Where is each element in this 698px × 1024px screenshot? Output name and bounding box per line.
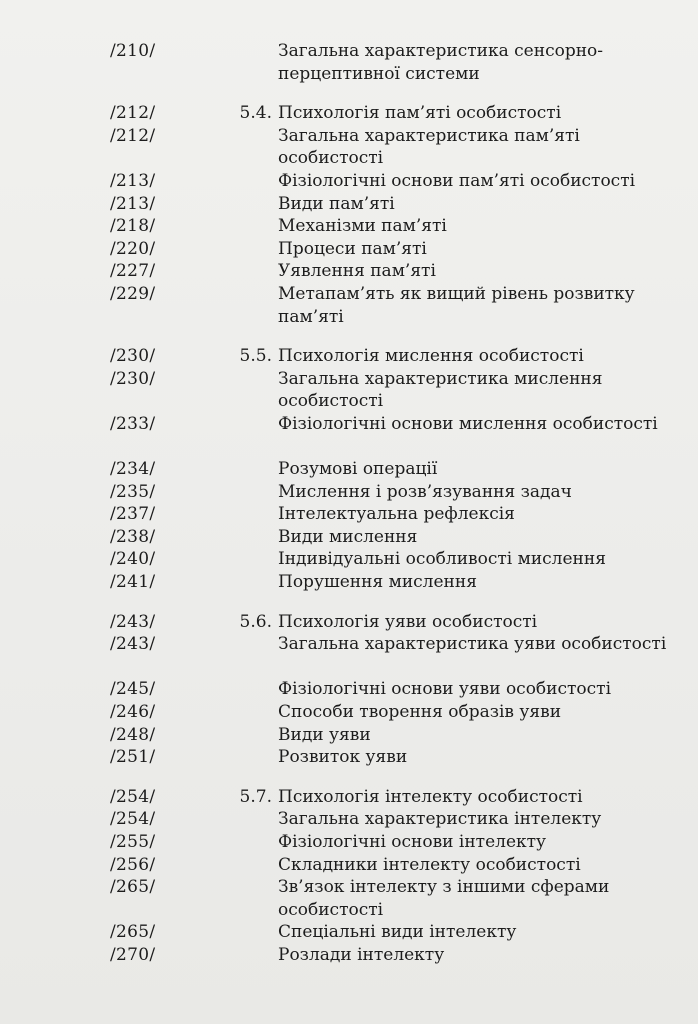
toc-entry [0, 831, 698, 854]
toc-page-number: /234/ [110, 459, 156, 480]
toc-section [0, 345, 698, 594]
toc-entry [0, 724, 698, 747]
toc-section [0, 40, 698, 85]
toc-section-title: Психологія уяви особистості [278, 611, 538, 632]
toc-entry [0, 170, 698, 193]
toc-page-number: /237/ [110, 504, 156, 525]
toc-entry [0, 260, 698, 283]
toc-entry [0, 368, 698, 413]
toc-page-number: /248/ [110, 724, 156, 745]
toc-page-number: /230/ [110, 346, 156, 367]
toc-entry [0, 458, 698, 481]
toc-entry [0, 746, 698, 769]
toc-page-number: /254/ [110, 786, 156, 807]
toc-page-number: /212/ [110, 125, 156, 146]
toc-page-number: /254/ [110, 809, 156, 830]
toc-entry-title: Фізіологічні основи мислення особистості [278, 413, 658, 434]
toc-page-number: /243/ [110, 611, 156, 632]
toc-page-number: /220/ [110, 238, 156, 259]
toc-entry [0, 701, 698, 724]
toc-entry-title: Загальна характеристика інтелекту [278, 809, 602, 830]
toc-section-title: Психологія інтелекту особистості [278, 786, 583, 807]
toc-entry-title: Індивідуальні особливості мислення [278, 549, 606, 570]
toc-entry-title: Види мислення [278, 526, 418, 547]
toc-entry [0, 921, 698, 944]
toc-entry-title: Фізіологічні основи пам’яті особистості [278, 170, 636, 191]
toc-entry [0, 125, 698, 170]
toc-entry [0, 548, 698, 571]
toc-entry [0, 876, 698, 921]
toc-entry [0, 944, 698, 967]
toc-entry-title: Інтелектуальна рефлексія [278, 504, 515, 525]
toc-page-number: /229/ [110, 283, 156, 304]
toc-entry-title: Фізіологічні основи інтелекту [278, 832, 547, 852]
toc-entry-title: Фізіологічні основи уяви особистості [278, 679, 612, 700]
toc-page-number: /245/ [110, 679, 156, 700]
toc-page-number: /210/ [110, 41, 156, 61]
toc-entry-title: Загальна характеристика сенсорно-перцептивної системи [278, 41, 604, 84]
toc-page-number: /240/ [110, 549, 156, 570]
toc-entry [0, 345, 698, 368]
toc-entry-title: Способи творення образів уяви [278, 702, 562, 723]
toc-page-number: /218/ [110, 216, 156, 237]
toc-entry [0, 413, 698, 458]
toc-section [0, 102, 698, 328]
toc-entry-title: Розумові операції [278, 459, 438, 480]
toc-entry [0, 611, 698, 634]
toc-entry [0, 481, 698, 504]
toc-entry [0, 633, 698, 678]
toc-entry-title: Складники інтелекту особистості [278, 854, 581, 875]
toc-entry [0, 808, 698, 831]
toc-entry-title: Загальна характеристика мислення особистості [278, 368, 603, 412]
toc-entry-title: Розлади інтелекту [278, 944, 445, 965]
toc-page-number: /243/ [110, 634, 156, 655]
toc-page-number: /238/ [110, 526, 156, 547]
toc-entry [0, 571, 698, 594]
toc-entry-title: Метапам’ять як вищий рівень розвитку пам’яті [278, 283, 635, 327]
toc-section [0, 611, 698, 769]
toc-page-number: /251/ [110, 747, 156, 768]
toc-section [0, 786, 698, 967]
toc-page-number: /233/ [110, 413, 156, 434]
toc-entry [0, 526, 698, 549]
toc-entry-title: Види уяви [278, 724, 371, 745]
toc-entry-title: Розвиток уяви [278, 747, 408, 768]
toc-page-number: /256/ [110, 854, 156, 875]
toc-page-number: /265/ [110, 922, 156, 943]
toc-page-number: /213/ [110, 193, 156, 214]
toc-page-number: /246/ [110, 702, 156, 723]
toc-entry-title: Види пам’яті [278, 193, 395, 214]
toc-page-number: /270/ [110, 944, 156, 965]
toc-page-number: /235/ [110, 481, 156, 502]
toc-page-number: /255/ [110, 832, 156, 852]
toc-entry [0, 678, 698, 701]
toc-entry-title: Порушення мислення [278, 572, 477, 593]
toc-entry-title: Зв’язок інтелекту з іншими сферами особистості [278, 877, 610, 920]
toc-entry [0, 283, 698, 328]
toc-page-number: /213/ [110, 170, 156, 191]
toc-section-number: 5.5. [239, 346, 272, 367]
toc-entry-title: Загальна характеристика пам’яті особистості [278, 125, 580, 169]
toc-entry-title: Спеціальні види інтелекту [278, 922, 517, 943]
toc-page-number: /230/ [110, 368, 156, 389]
toc-entry [0, 786, 698, 809]
toc-entry [0, 193, 698, 216]
toc-section-number: 5.4. [239, 103, 272, 124]
toc-entry-title: Механізми пам’яті [278, 216, 447, 237]
toc-section-number: 5.7. [239, 786, 272, 807]
toc-section-title: Психологія мислення особистості [278, 346, 584, 367]
toc-entry [0, 854, 698, 877]
toc-entry-title: Загальна характеристика уяви особистості [278, 634, 667, 655]
toc-page-number: /241/ [110, 572, 156, 593]
toc-entry [0, 238, 698, 261]
toc-page-number: /265/ [110, 877, 156, 898]
toc-entry-title: Процеси пам’яті [278, 238, 427, 259]
toc-page-number: /227/ [110, 261, 156, 282]
toc-entry [0, 503, 698, 526]
toc-entry [0, 102, 698, 125]
toc-entry-title: Уявлення пам’яті [278, 261, 436, 282]
toc-entry [0, 40, 698, 85]
table-of-contents [0, 40, 698, 984]
toc-entry [0, 215, 698, 238]
toc-section-number: 5.6. [239, 611, 272, 632]
toc-entry-title: Мислення і розв’язування задач [278, 481, 572, 502]
toc-section-title: Психологія пам’яті особистості [278, 103, 562, 124]
toc-page-number: /212/ [110, 103, 156, 124]
